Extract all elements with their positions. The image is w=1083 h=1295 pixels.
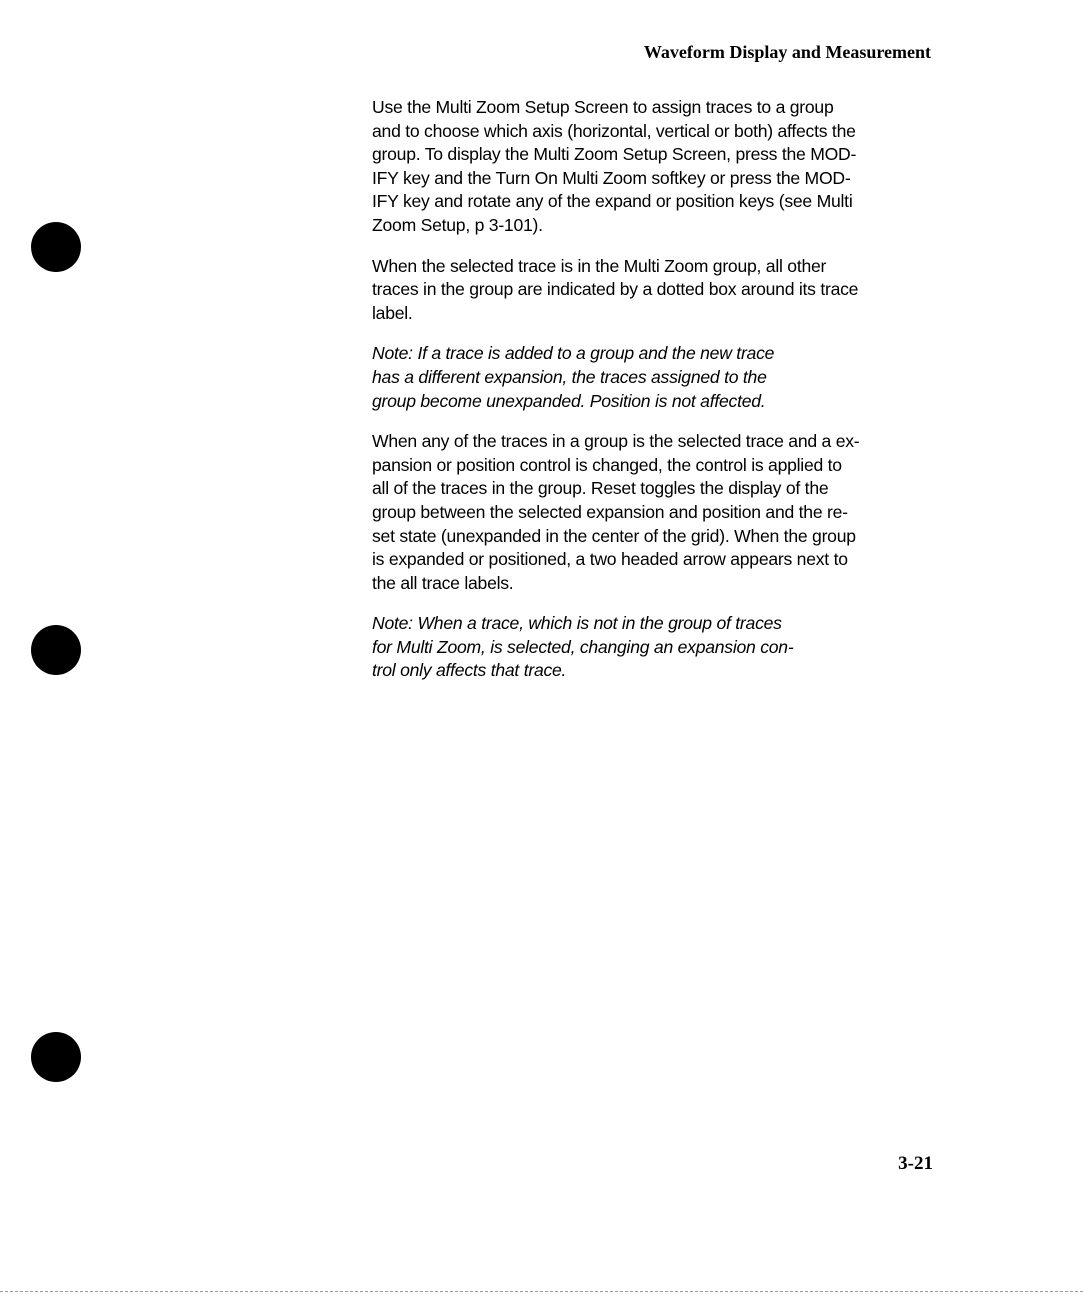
page-body [372, 96, 937, 700]
scan-edge-rule [0, 1291, 1083, 1292]
text-line: the all trace labels. [372, 572, 514, 593]
paragraph [372, 96, 937, 238]
paragraph [372, 430, 937, 595]
page-number: 3-21 [898, 1153, 933, 1174]
text-line: group become unexpanded. Position is not affected. [372, 390, 766, 411]
text-line: group between the selected expansion and position and the re- [372, 501, 848, 522]
text-line: IFY key and rotate any of the expand or position keys (see Multi [372, 191, 853, 212]
text-line: set state (unexpanded in the center of the grid). When the group [372, 525, 856, 546]
text-line: is expanded or positioned, a two headed arrow appears next to [372, 549, 848, 570]
binder-hole [31, 222, 81, 272]
text-line: all of the traces in the group. Reset toggles the display of the [372, 478, 829, 499]
binder-hole [31, 1032, 81, 1082]
running-header: Waveform Display and Measurement [643, 42, 931, 62]
text-line: trol only affects that trace. [372, 660, 567, 681]
text-line: pansion or position control is changed, the control is applied to [372, 454, 842, 475]
text-line: IFY key and the Turn On Multi Zoom softkey or press the MOD- [372, 167, 851, 188]
text-line: When the selected trace is in the Multi Zoom group, all other [372, 255, 827, 276]
text-line: label. [372, 302, 413, 323]
text-line: Note: When a trace, which is not in the group of traces [372, 613, 782, 634]
text-line: traces in the group are indicated by a dotted box around its trace [372, 279, 859, 300]
text-line: When any of the traces in a group is the selected trace and a ex- [372, 431, 860, 452]
text-line: for Multi Zoom, is selected, changing an expansion con- [372, 636, 794, 657]
text-line: Use the Multi Zoom Setup Screen to assign traces to a group [372, 97, 834, 117]
note [372, 342, 937, 413]
text-line: group. To display the Multi Zoom Setup Screen, press the MOD- [372, 144, 857, 165]
text-line: and to choose which axis (horizontal, vertical or both) affects the [372, 120, 856, 141]
text-line: has a different expansion, the traces assigned to the [372, 366, 767, 387]
binder-hole [31, 625, 81, 675]
text-line: Note: If a trace is added to a group and the new trace [372, 343, 775, 364]
text-line: Zoom Setup, p 3-101). [372, 214, 543, 235]
paragraph [372, 255, 937, 326]
note [372, 612, 937, 683]
